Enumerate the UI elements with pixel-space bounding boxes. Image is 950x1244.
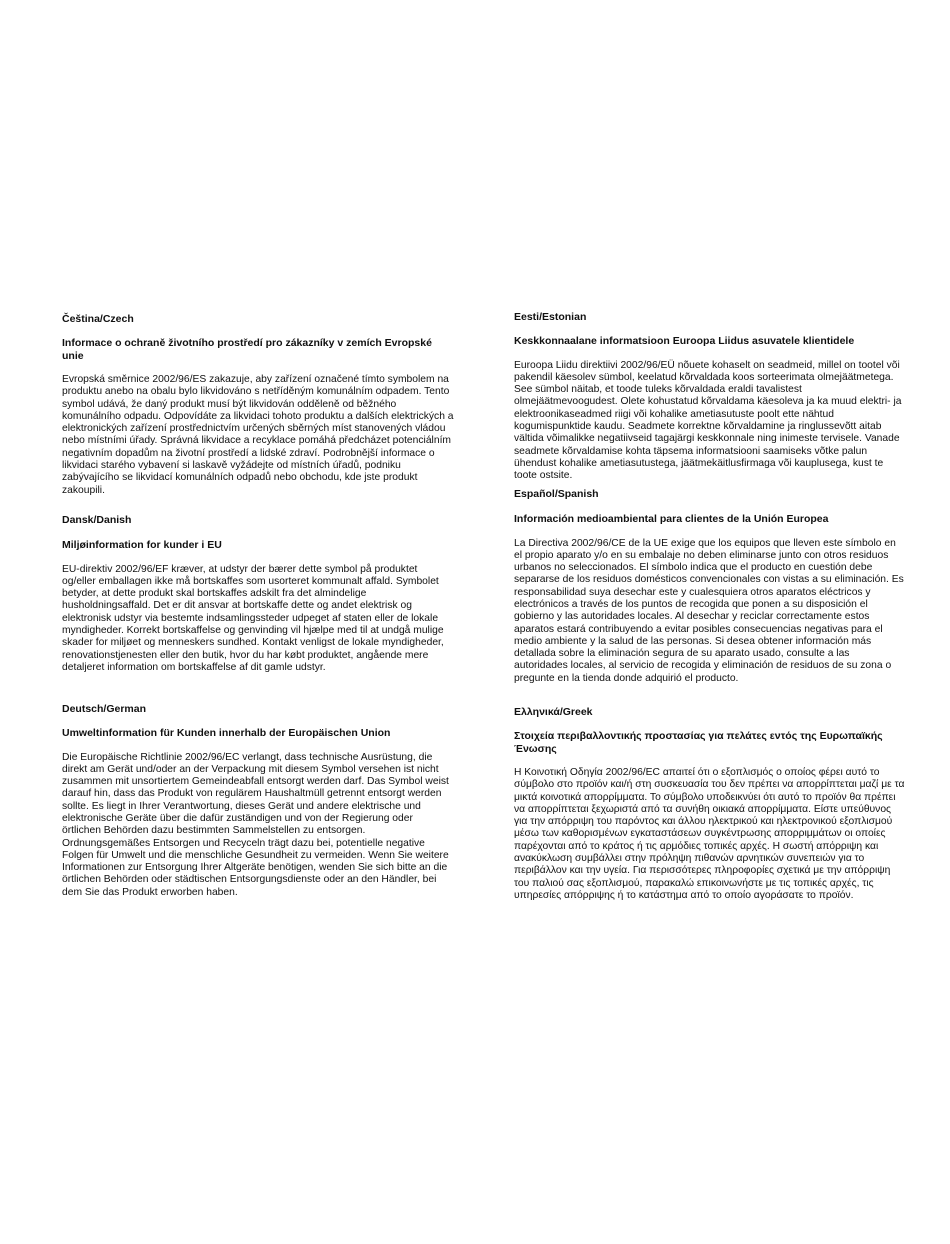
- section-danish: [62, 514, 454, 674]
- language-label-czech: Čeština/Czech: [62, 313, 134, 325]
- section-heading-czech: Informace o ochraně životního prostředí pro zákazníky v zemích Evropské unie: [62, 337, 432, 362]
- language-label-danish: Dansk/Danish: [62, 514, 132, 526]
- language-label-estonian: Eesti/Estonian: [514, 311, 587, 323]
- section-body-spanish: La Directiva 2002/96/CE de la UE exige que los equipos que lleven este símbolo en el propio aparato y/o en su embalaje no deben eliminarse junto con otros residuos urbanos no seleccionados. El símbolo indica que el producto en cuestión debe separarse de los residuos domésticos convencionales con vistas a su eliminación. Es responsabilidad suya desechar este y cualesquiera otros aparatos eléctricos y electrónicos a través de los puntos de recogida que ponen a su disposición el gobierno y las autoridades locales. Al desechar y reciclar correctamente estos aparatos estará contribuyendo a evitar posibles consecuencias negativas para el medio ambiente y la salud de las personas. Si desea obtener información más detallada sobre la eliminación segura de su aparato usado, consulte a las autoridades locales, al servicio de recogida y eliminación de residuos de su zona o pregunte en la tienda donde adquirió el producto.: [514, 537, 904, 684]
- section-body-german: Die Europäische Richtlinie 2002/96/EC verlangt, dass technische Ausrüstung, die direkt am Gerät und/oder an der Verpackung mit diesem Symbol versehen ist nicht zusammen mit unsortiertem Gemeindeabfall entsorgt werden darf. Das Symbol weist darauf hin, dass das Produkt von regulärem Haushaltmüll getrennt entsorgt werden sollte. Es liegt in Ihrer Verantwortung, dieses Gerät und andere elektrische und elektronische Geräte über die dafür zuständigen und von der Regierung oder örtlichen Behörden dazu bestimmten Sammelstellen zu entsorgen. Ordnungsgemäßes Entsorgen und Recyceln trägt dazu bei, potentielle negative Folgen für Umwelt und die menschliche Gesundheit zu vermeiden. Wenn Sie weitere Informationen zur Entsorgung Ihrer Altgeräte benötigen, wenden Sie sich bitte an die örtlichen Behörden oder städtischen Entsorgungsdienste oder an den Händler, bei dem Sie das Produkt erworben haben.: [62, 751, 449, 898]
- language-label-spanish: Español/Spanish: [514, 488, 599, 500]
- section-german: [62, 703, 454, 899]
- section-heading-greek: Στοιχεία περιβαλλοντικής προστασίας για πελάτες εντός της Ευρωπαϊκής Ένωσης: [514, 730, 883, 755]
- section-heading-estonian: Keskkonnaalane informatsioon Euroopa Liidus asuvatele klientidele: [514, 335, 855, 347]
- section-heading-danish: Miljøinformation for kunder i EU: [62, 539, 222, 551]
- section-estonian: [514, 311, 906, 482]
- language-label-greek: Ελληνικά/Greek: [514, 706, 593, 718]
- section-spanish: [514, 488, 906, 685]
- section-czech: [62, 313, 454, 497]
- section-body-greek: Η Κοινοτική Οδηγία 2002/96/EC απαιτεί ότι ο εξοπλισμός ο οποίος φέρει αυτό το σύμβολο στο προϊόν και/ή στη συσκευασία του δεν πρέπει να απορρίπτεται μαζί με τα μικτά κοινοτικά απορρίμματα. Το σύμβολο υποδεικνύει ότι αυτό το προϊόν θα πρέπει να απορρίπτεται ξεχωριστά από τα συνήθη οικιακά απορρίμματα. Είστε υπεύθυνος για την απόρριψη του παρόντος και άλλου ηλεκτρικού και ηλεκτρονικού εξοπλισμού μέσω των καθορισμένων εγκαταστάσεων συγκέντρωσης απορριμμάτων οι οποίες παρέχονται από το κράτος ή τις αρμόδιες τοπικές αρχές. Η σωστή απόρριψη και ανακύκλωση συμβάλλει στην πρόληψη πιθανών αρνητικών συνεπειών για το περιβάλλον και την υγεία. Για περισσότερες πληροφορίες σχετικά με την απόρριψη του παλιού σας εξοπλισμού, παρακαλώ επικοινωνήστε με τις τοπικές αρχές, τις υπηρεσίες απόρριψης ή το κατάστημα από το οποίο αγοράσατε το προϊόν.: [514, 767, 905, 901]
- section-heading-spanish: Información medioambiental para clientes de la Unión Europea: [514, 513, 829, 525]
- section-body-estonian: Euroopa Liidu direktiivi 2002/96/EÜ nõuete kohaselt on seadmeid, millel on tootel või pakendil käesolev sümbol, keelatud kõrvaldada koos sorteerimata olmejäätmetega. See sümbol näitab, et toode tuleks kõrvaldada eraldi tavalistest olmejäätmevoogudest. Olete kohustatud kõrvaldama käesoleva ja ka muud elektri- ja elektroonikaseadmed riigi või kohalike ametiasutuste poolt ette nähtud kogumispunktide kaudu. Seadmete korrektne kõrvaldamine ja ringlussevõtt aitab vältida võimalikke negatiivseid tagajärgi keskkonnale ning inimeste tervisele. Vanade seadmete kõrvaldamise kohta täpsema informatsiooni saamiseks võtke palun ühendust kohalike ametiasutustega, jäätmekäitlusfirmaga või kauplusega, kust te toote ostsite.: [514, 359, 902, 482]
- section-greek: [514, 706, 906, 902]
- section-body-danish: EU-direktiv 2002/96/EF kræver, at udstyr der bærer dette symbol på produktet og/eller emballagen ikke må bortskaffes som usorteret kommunalt affald. Symbolet betyder, at dette produkt skal bortskaffes adskilt fra det almindelige husholdningsaffald. Det er dit ansvar at bortskaffe dette og andet elektrisk og elektronisk udstyr via bestemte indsamlingssteder udpeget af staten eller de lokale myndigheder. Korrekt bortskaffelse og genvinding vil hjælpe med til at undgå mulige skader for miljøet og menneskers sundhed. Kontakt venligst de lokale myndigheder, renovationstjenesten eller den butik, hvor du har købt produktet, angående mere detaljeret information om bortskaffelse af dit gamle udstyr.: [62, 563, 444, 673]
- section-body-czech: Evropská směrnice 2002/96/ES zakazuje, aby zařízení označené tímto symbolem na produktu anebo na obalu bylo likvidováno s netříděným komunálním odpadem. Tento symbol udává, že daný produkt musí být likvidován odděleně od běžného komunálního odpadu. Odpovídáte za likvidaci tohoto produktu a dalších elektrických a elektronických zařízení prostřednictvím určených sběrných míst stanovených vládou nebo místními úřady. Správná likvidace a recyklace pomáhá předcházet potenciálním negativním dopadům na životní prostředí a lidské zdraví. Podrobnější informace o likvidaci starého vybavení si laskavě vyžádejte od místních úřadů, podniku zabývajícího se likvidací komunálních odpadů nebo obchodu, kde jste produkt zakoupili.: [62, 374, 454, 496]
- section-heading-german: Umweltinformation für Kunden innerhalb der Europäischen Union: [62, 727, 391, 739]
- language-label-german: Deutsch/German: [62, 703, 147, 715]
